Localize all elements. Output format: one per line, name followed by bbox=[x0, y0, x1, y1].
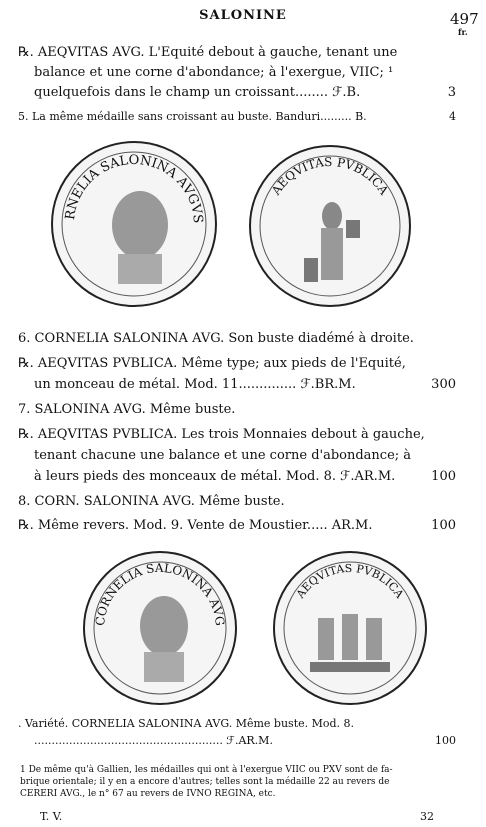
coin-inscription-top-reverse: AEQVITAS PVBLICA bbox=[268, 154, 392, 198]
entry-line bbox=[18, 330, 470, 347]
entry-text: ℞. AEQVITAS AVG. L'Equité debout à gauche, tenant une bbox=[18, 45, 398, 60]
coin-inscription-bottom-reverse: AEQVITAS PVBLICA bbox=[293, 561, 407, 601]
footnote-text: brique orientale; il y en a encore d'autres; telles sont la médaille 22 au revers de bbox=[20, 777, 390, 787]
page-number: 497 bbox=[450, 10, 479, 28]
entry-text: un monceau de métal. Mod. 11.............. ℱ.BR.M. bbox=[34, 377, 356, 392]
entry-text: ...................................................... ℱ.AR.M. bbox=[34, 734, 273, 747]
entry-text: à leurs pieds des monceaux de métal. Mod. 8. ℱ.AR.M. bbox=[34, 469, 396, 484]
entry-text: ℞. Même revers. Mod. 9. Vente de Moustier..... AR.M. bbox=[18, 518, 373, 533]
price: 100 bbox=[431, 469, 456, 484]
entry-line bbox=[34, 732, 470, 749]
coin-image-bottom-obverse bbox=[80, 548, 240, 708]
entry-line bbox=[18, 401, 470, 418]
footnote-text: 1 De même qu'à Gallien, les médailles qui ont à l'exergue VIIC ou PXV sont de fa- bbox=[20, 765, 393, 775]
entry-text: . Variété. CORNELIA SALONINA AVG. Même buste. Mod. 8. bbox=[18, 717, 355, 730]
page-title: SALONINE bbox=[199, 8, 287, 23]
entry-text: 7. SALONINA AVG. Même buste. bbox=[18, 402, 236, 417]
coin-image-top-reverse bbox=[246, 142, 414, 310]
price: 4 bbox=[449, 110, 456, 123]
entry-text: quelquefois dans le champ un croissant........ ℱ.B. bbox=[34, 85, 361, 100]
footnote-line bbox=[20, 789, 472, 800]
entry-line bbox=[18, 355, 470, 372]
currency-label: fr. bbox=[458, 27, 468, 37]
entry-line bbox=[18, 44, 470, 61]
footnote-text: CERERI AVG., le n° 67 au revers de IVNO REGINA, etc. bbox=[20, 789, 276, 799]
entry-line bbox=[34, 64, 470, 81]
entry-line bbox=[18, 517, 470, 534]
coin-image-bottom-reverse bbox=[270, 548, 430, 708]
coin-image-top-obverse bbox=[42, 127, 220, 310]
footnote-line bbox=[20, 777, 472, 788]
coin-inscription-top-obverse: CORNELIA SALONINA AVGVSTA bbox=[42, 127, 206, 224]
price: 100 bbox=[431, 518, 456, 533]
entry-line bbox=[34, 84, 470, 101]
footer-right bbox=[420, 808, 434, 825]
entry-line bbox=[18, 108, 470, 125]
entry-line bbox=[18, 493, 470, 510]
entry-text: ℞. AEQVITAS PVBLICA. Même type; aux pieds de l'Equité, bbox=[18, 356, 406, 371]
footer-left bbox=[40, 808, 470, 825]
footer-text-left: T. V. bbox=[40, 810, 63, 823]
entry-line bbox=[34, 468, 470, 485]
entry-line bbox=[18, 426, 470, 443]
footer-text-right: 32 bbox=[420, 810, 434, 823]
entry-text: 8. CORN. SALONINA AVG. Même buste. bbox=[18, 494, 285, 509]
entry-line bbox=[18, 715, 470, 732]
entry-text: tenant chacune une balance et une corne d'abondance; à bbox=[34, 448, 412, 463]
footnote-line bbox=[20, 765, 472, 776]
entry-text: 5. La même médaille sans croissant au buste. Banduri......... B. bbox=[18, 110, 367, 123]
entry-text: 6. CORNELIA SALONINA AVG. Son buste diadémé à droite. bbox=[18, 331, 414, 346]
price: 3 bbox=[447, 85, 456, 100]
price: 300 bbox=[431, 377, 456, 392]
entry-line bbox=[34, 376, 470, 393]
price: 100 bbox=[435, 734, 456, 747]
entry-line bbox=[34, 447, 470, 464]
coin-inscription-bottom-obverse: CORNELIA SALONINA AVG bbox=[92, 560, 228, 627]
entry-text: ℞. AEQVITAS PVBLICA. Les trois Monnaies debout à gauche, bbox=[18, 427, 425, 442]
entry-text: balance et une corne d'abondance; à l'exergue, VIIC; ¹ bbox=[34, 65, 394, 80]
